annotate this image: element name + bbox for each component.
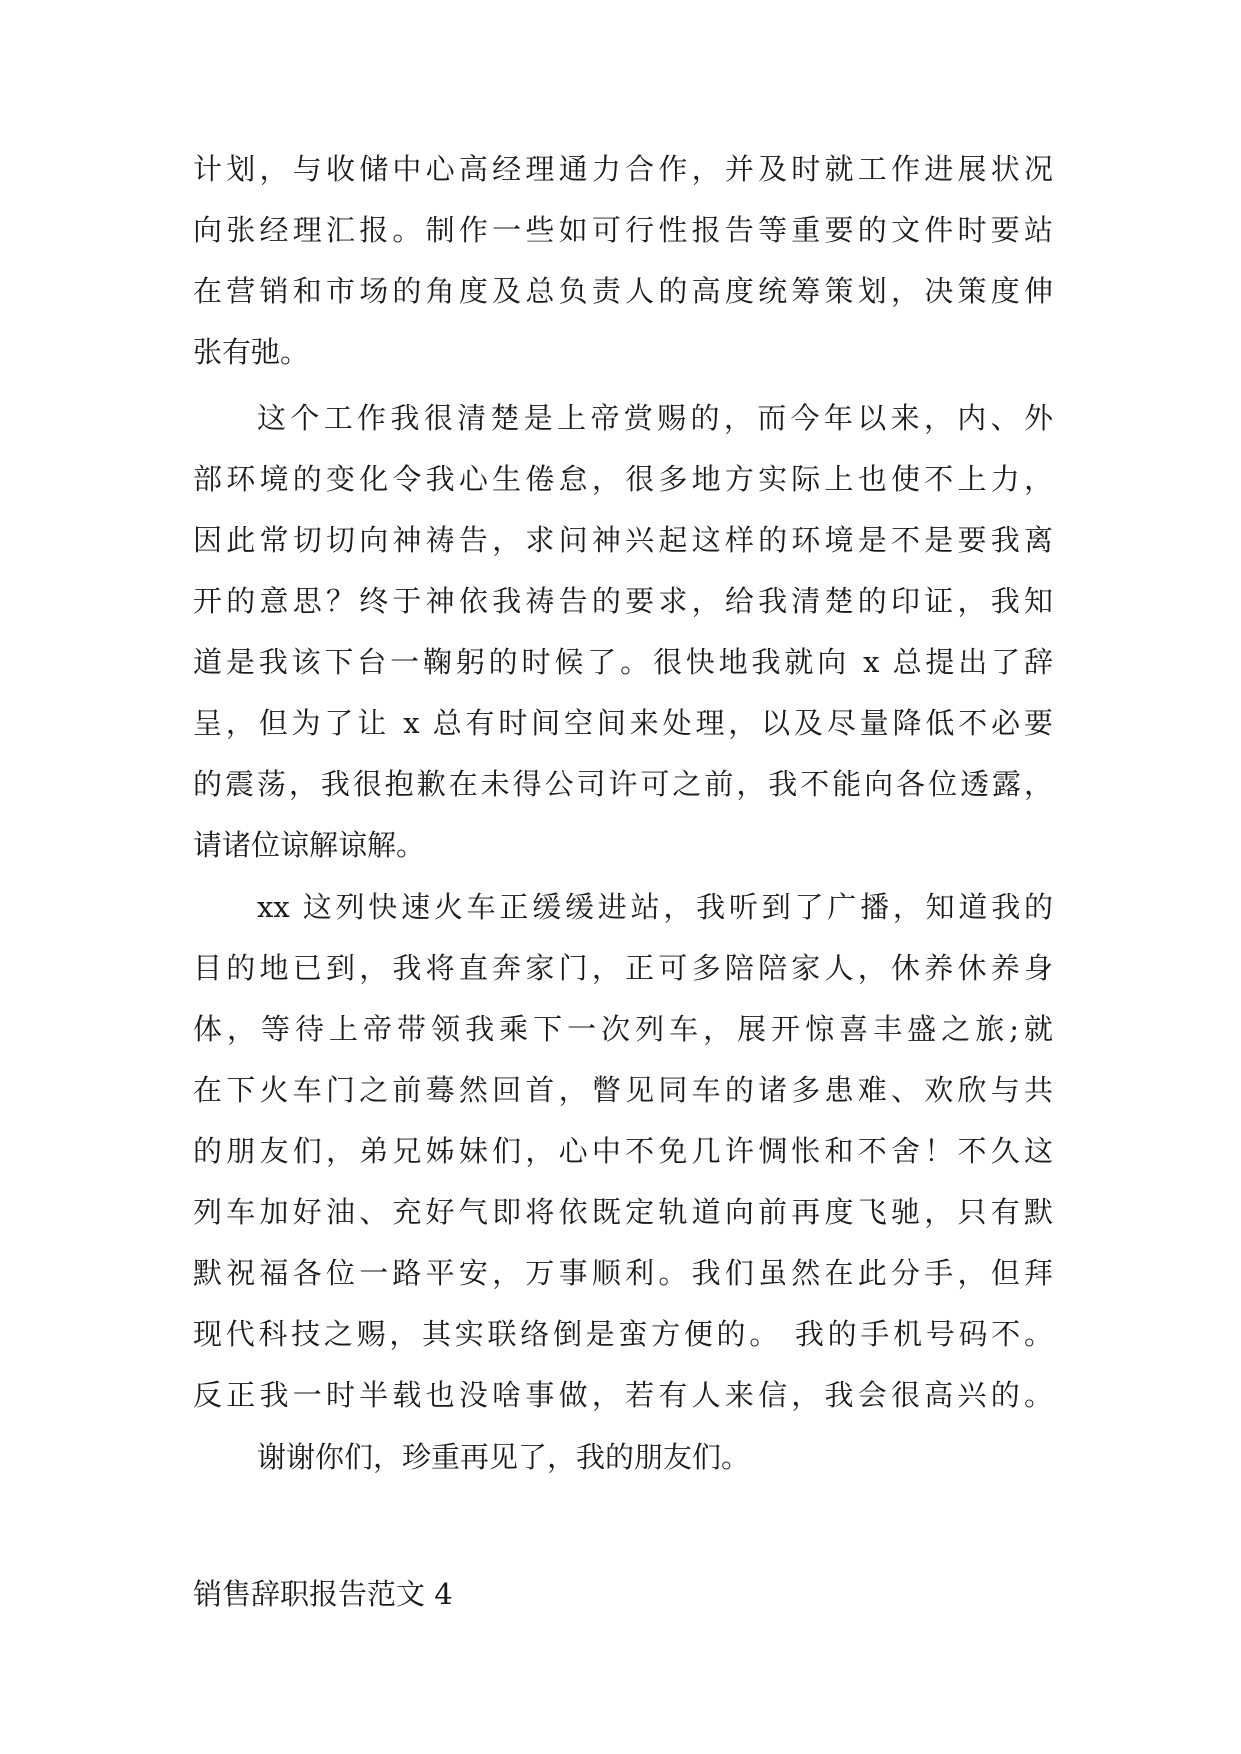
text-line: 这个工作我很清楚是上帝赏赐的，而今年以来，内、外 xyxy=(257,401,1053,435)
text-line: 体，等待上帝带领我乘下一次列车，展开惊喜丰盛之旅;就 xyxy=(193,1012,1053,1046)
text-line: 部环境的变化令我心生倦怠，很多地方实际上也使不上力， xyxy=(193,462,1053,496)
text-line: 道是我该下台一鞠躬的时候了。很快地我就向 x 总提出了辞 xyxy=(193,645,1053,679)
text-line: 谢谢你们，珍重再见了，我的朋友们。 xyxy=(257,1440,751,1474)
text-line: 的震荡，我很抱歉在未得公司许可之前，我不能向各位透露， xyxy=(193,767,1053,801)
text-line: 请诸位谅解谅解。 xyxy=(193,828,426,862)
text-line: 向张经理汇报。制作一些如可行性报告等重要的文件时要站 xyxy=(193,213,1053,247)
section-heading: 销售辞职报告范文 4 xyxy=(193,1577,453,1611)
text-line: 目的地已到，我将直奔家门，正可多陪陪家人，休养休养身 xyxy=(193,951,1053,985)
text-line: 现代科技之赐，其实联络倒是蛮方便的。 我的手机号码不。 xyxy=(193,1317,1053,1351)
text-line: 呈，但为了让 x 总有时间空间来处理，以及尽量降低不必要 xyxy=(193,706,1053,740)
text-line: 开的意思？终于神依我祷告的要求，给我清楚的印证，我知 xyxy=(193,584,1053,618)
text-line: 在下火车门之前蓦然回首，瞥见同车的诸多患难、欢欣与共 xyxy=(193,1073,1053,1107)
text-line: 在营销和市场的角度及总负责人的高度统筹策划，决策度伸 xyxy=(193,274,1053,308)
text-line: 张有弛。 xyxy=(193,335,310,369)
text-line: 列车加好油、充好气即将依既定轨道向前再度飞驰，只有默 xyxy=(193,1195,1053,1229)
text-line: 的朋友们，弟兄姊妹们，心中不免几许惆怅和不舍！不久这 xyxy=(193,1134,1053,1168)
text-line: 计划，与收储中心高经理通力合作，并及时就工作进展状况 xyxy=(193,152,1053,186)
text-line: xx 这列快速火车正缓缓进站，我听到了广播，知道我的 xyxy=(257,890,1053,924)
text-line: 反正我一时半载也没啥事做，若有人来信，我会很高兴的。 xyxy=(193,1378,1053,1412)
text-line: 因此常切切向神祷告，求问神兴起这样的环境是不是要我离 xyxy=(193,523,1053,557)
text-line: 默祝福各位一路平安，万事顺利。我们虽然在此分手，但拜 xyxy=(193,1256,1053,1290)
